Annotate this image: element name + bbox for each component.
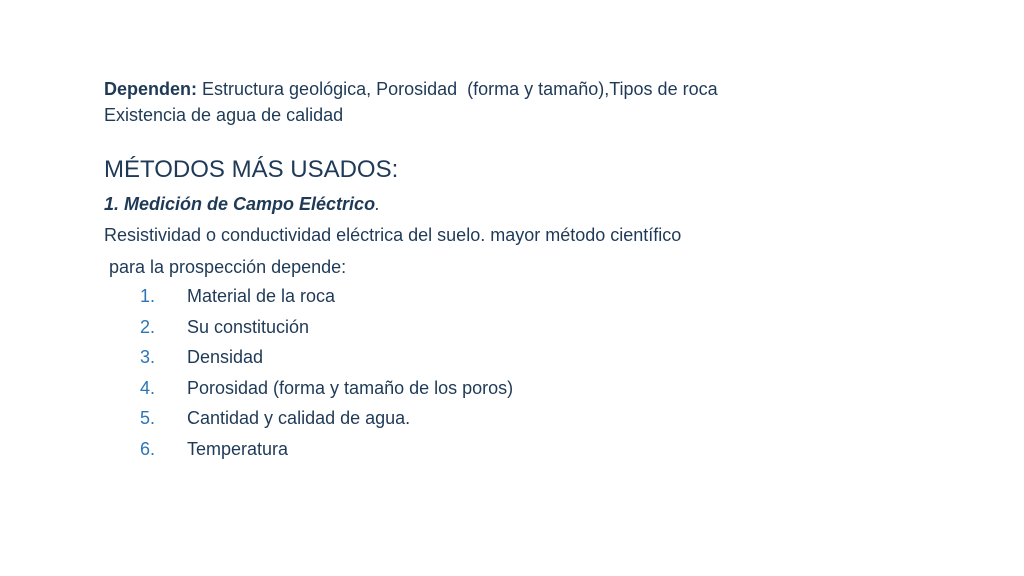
list-item-number: 4. (140, 377, 156, 398)
list-item (140, 407, 513, 438)
list-item (140, 438, 513, 469)
list-item (140, 377, 513, 408)
method-title (104, 193, 380, 215)
list-item (140, 346, 513, 377)
list-item-text: Densidad (187, 347, 264, 368)
dependencies-text: Estructura geológica, Porosidad (forma y tamaño),Tipos de roca (197, 79, 718, 99)
list-item-text: Porosidad (forma y tamaño de los poros) (187, 377, 514, 398)
list-item-number: 5. (140, 408, 156, 429)
method-title-period: . (375, 194, 381, 214)
list-item-number: 3. (140, 347, 156, 368)
list-item-number: 6. (140, 438, 156, 459)
list-item (140, 316, 513, 347)
dependencies-line-2: Existencia de agua de calidad (104, 105, 344, 125)
description-line-1: Resistividad o conductividad eléctrica del suelo. mayor método científico (104, 225, 682, 245)
section-heading-colon: : (391, 156, 399, 183)
list-item-text: Temperatura (187, 438, 289, 459)
list-item-number: 2. (140, 316, 156, 337)
list-item-number: 1. (140, 286, 156, 306)
list-item-text: Su constitución (187, 316, 310, 337)
factors-list (140, 285, 513, 469)
list-item-text: Material de la roca (187, 286, 336, 306)
description-line-2: para la prospección depende: (104, 257, 347, 277)
dependencies-line (104, 78, 718, 100)
section-heading-text: MÉTODOS MÁS USADOS (104, 156, 392, 183)
section-heading (104, 155, 398, 185)
dependencies-label: Dependen: (104, 79, 198, 99)
list-item (140, 285, 513, 316)
method-title-text: 1. Medición de Campo Eléctrico (104, 194, 376, 214)
list-item-text: Cantidad y calidad de agua. (187, 408, 411, 429)
